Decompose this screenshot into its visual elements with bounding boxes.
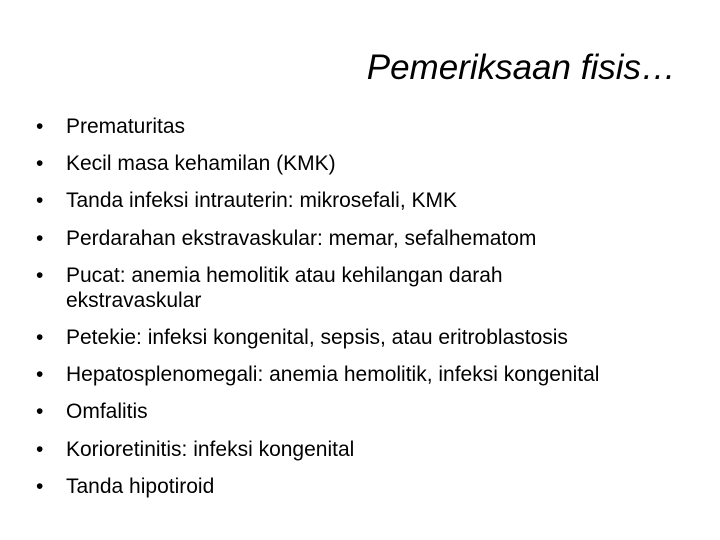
list-item-text: Petekie: infeksi kongenital, sepsis, atau eritroblastosis: [66, 325, 568, 349]
bullet-icon: •: [36, 152, 44, 176]
bullet-icon: •: [36, 325, 44, 349]
bullet-icon: •: [36, 437, 44, 461]
list-item: [36, 362, 696, 387]
bullet-icon: •: [36, 226, 44, 250]
list-item-text: Hepatosplenomegali: anemia hemolitik, infeksi kongenital: [66, 363, 600, 387]
list-item: [36, 437, 696, 462]
list-item-text: Prematuritas: [66, 115, 186, 138]
bullet-icon: •: [36, 189, 44, 213]
list-item: [36, 263, 546, 313]
list-item: [36, 474, 696, 499]
list-item: [36, 188, 696, 213]
bullet-icon: •: [36, 474, 44, 498]
bullet-list: [36, 114, 696, 511]
list-item-text: Tanda infeksi intrauterin: mikrosefali, KMK: [66, 189, 457, 213]
list-item-text: Kecil masa kehamilan (KMK): [66, 152, 336, 176]
list-item: [36, 226, 696, 251]
list-item: [36, 151, 696, 176]
bullet-icon: •: [36, 263, 44, 287]
bullet-icon: •: [36, 400, 44, 424]
list-item-text: Pucat: anemia hemolitik atau kehilangan darah ekstravaskular: [66, 263, 503, 312]
slide-title: Pemeriksaan fisis…: [366, 48, 676, 87]
list-item: [36, 114, 696, 139]
bullet-icon: •: [36, 115, 44, 138]
list-item: [36, 325, 696, 350]
list-item-text: Omfalitis: [66, 400, 148, 424]
bullet-icon: •: [36, 363, 44, 387]
list-item-text: Perdarahan ekstravaskular: memar, sefalhematom: [66, 226, 537, 250]
list-item-text: Korioretinitis: infeksi kongenital: [66, 437, 355, 461]
list-item: [36, 399, 696, 424]
list-item-text: Tanda hipotiroid: [66, 474, 215, 498]
